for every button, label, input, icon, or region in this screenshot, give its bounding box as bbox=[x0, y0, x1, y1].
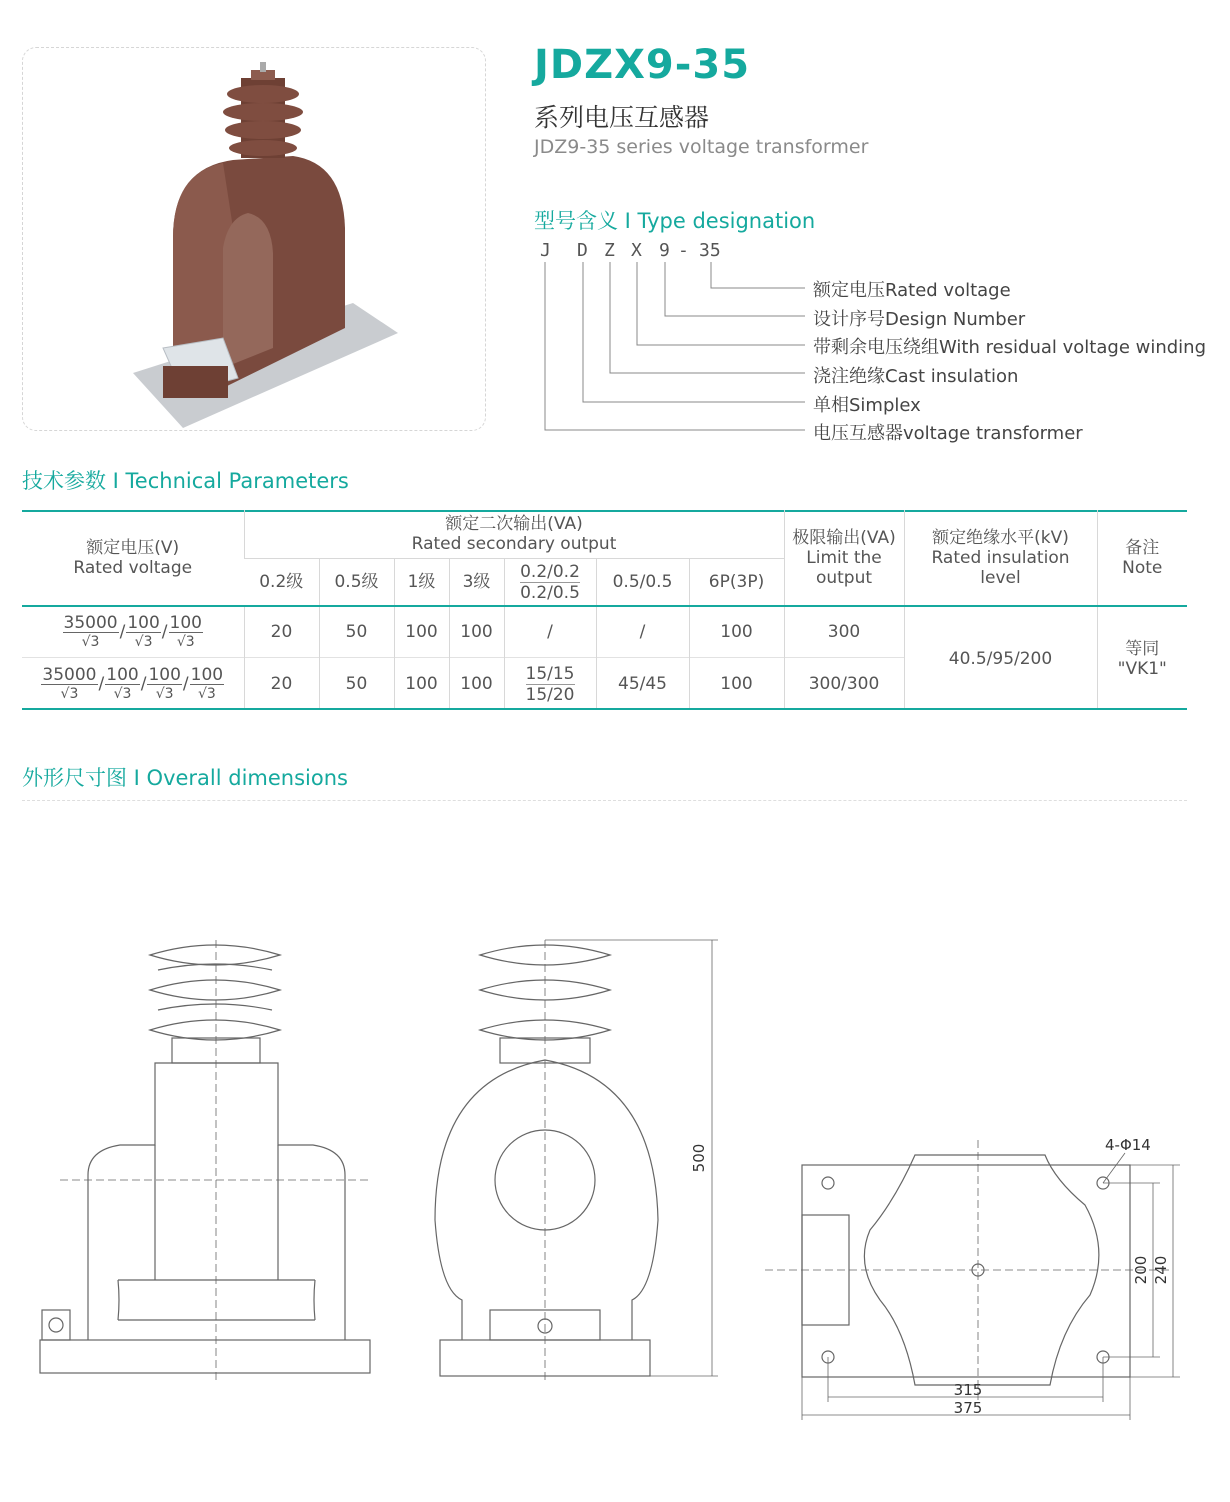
dim-200-label: 200 bbox=[1132, 1255, 1150, 1285]
product-name-en: JDZ9-35 series voltage transformer bbox=[534, 136, 869, 158]
cell: 100 bbox=[689, 658, 784, 711]
designation-label: 电压互感器voltage transformer bbox=[813, 423, 1083, 444]
designation-label: 额定电压Rated voltage bbox=[813, 280, 1011, 301]
code-char: 35 bbox=[699, 240, 721, 261]
dim-240-label: 240 bbox=[1152, 1255, 1170, 1285]
designation-label: 设计序号Design Number bbox=[813, 309, 1026, 330]
header-secondary-output: 额定二次输出(VA) Rated secondary output bbox=[244, 510, 784, 559]
cell: 100 bbox=[394, 658, 449, 711]
cell: 300/300 bbox=[784, 658, 904, 711]
code-char: 9 bbox=[659, 240, 670, 261]
header-class: 1级 bbox=[394, 559, 449, 607]
cell: / bbox=[596, 606, 689, 658]
technical-parameters-heading: 技术参数 I Technical Parameters bbox=[22, 469, 349, 493]
header-class: 6P(3P) bbox=[689, 559, 784, 607]
header-class: $\frac{0.2/0.2}{0.2/0.5}$ bbox=[504, 559, 596, 607]
header-class: 0.2级 bbox=[259, 572, 304, 592]
cell: 50 bbox=[319, 658, 394, 711]
header-rated-voltage: 额定电压(V) Rated voltage bbox=[73, 537, 193, 578]
cell: 300 bbox=[784, 606, 904, 658]
cell: 45/45 bbox=[596, 658, 689, 711]
dim-hole-label: 4-Φ14 bbox=[1105, 1136, 1151, 1154]
cell: $\frac{15/15}{15/20}$ bbox=[504, 658, 596, 711]
code-char: X bbox=[631, 240, 642, 261]
note-value: 等同 "VK1" bbox=[1097, 606, 1187, 710]
product-model-title: JDZX9-35 bbox=[534, 42, 751, 88]
voltage-fraction: $\frac{35000}{√3}$ / $\frac{100}{√3}$ / $\frac{100}{√3}$ / $\frac{100}{√3}$ bbox=[22, 658, 244, 711]
header-class: 0.5/0.5 bbox=[596, 559, 689, 607]
header-insulation-level: 额定绝缘水平(kV) Rated insulation level bbox=[904, 510, 1097, 606]
code-char: D bbox=[577, 240, 588, 261]
designation-label: 带剩余电压绕组With residual voltage winding bbox=[813, 337, 1207, 358]
cell: 50 bbox=[319, 606, 394, 658]
code-char: Z bbox=[604, 240, 615, 261]
cell: 100 bbox=[689, 606, 784, 658]
voltage-fraction: $\frac{35000}{√3}$ / $\frac{100}{√3}$ / $\frac{100}{√3}$ bbox=[22, 606, 244, 658]
dim-375-label: 375 bbox=[953, 1399, 983, 1417]
insulation-value: 40.5/95/200 bbox=[904, 606, 1097, 710]
dim-315-label: 315 bbox=[953, 1381, 983, 1399]
header-class: 0.5级 bbox=[319, 559, 394, 607]
cell: 20 bbox=[244, 606, 319, 658]
dim-height-label: 500 bbox=[690, 1143, 708, 1173]
type-designation-heading: 型号含义 I Type designation bbox=[534, 209, 816, 233]
header-limit-output: 极限输出(VA) Limit the output bbox=[784, 510, 904, 606]
header-note: 备注 Note bbox=[1097, 510, 1187, 606]
front-sheds bbox=[150, 945, 280, 1040]
cell: / bbox=[504, 606, 596, 658]
code-char: J bbox=[540, 240, 551, 261]
code-char: - bbox=[678, 240, 689, 261]
cell: 20 bbox=[244, 658, 319, 711]
product-name-cn: 系列电压互感器 bbox=[534, 103, 710, 132]
overall-dimensions-heading: 外形尺寸图 I Overall dimensions bbox=[22, 766, 348, 790]
cell: 100 bbox=[449, 606, 504, 658]
cell: 100 bbox=[394, 606, 449, 658]
header-class: 3级 bbox=[449, 559, 504, 607]
cell: 100 bbox=[449, 658, 504, 711]
designation-label: 单相Simplex bbox=[813, 395, 921, 416]
designation-label: 浇注绝缘Cast insulation bbox=[813, 366, 1019, 387]
